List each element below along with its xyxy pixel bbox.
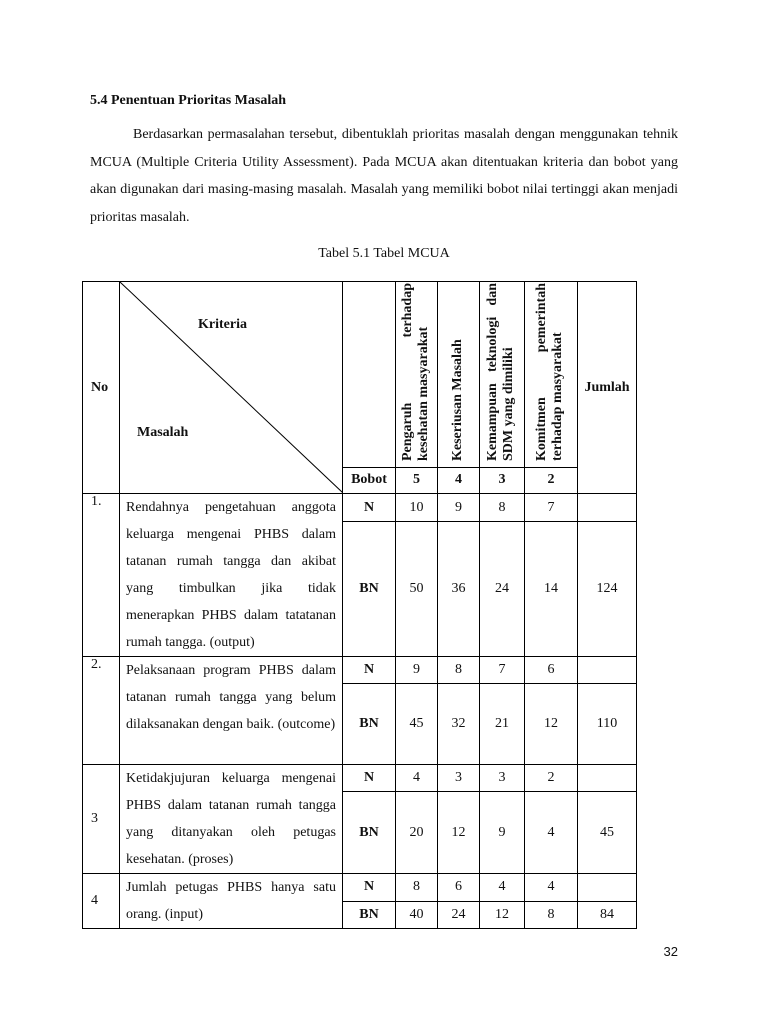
n-value: 4 [396, 765, 438, 792]
weight-2: 4 [438, 467, 480, 493]
n-value: 7 [525, 494, 578, 522]
header-blank [343, 282, 396, 468]
header-no: No [83, 282, 120, 494]
n-label: N [343, 657, 396, 684]
n-value: 7 [480, 657, 525, 684]
n-value: 8 [396, 874, 438, 902]
row-no: 3 [83, 765, 120, 874]
mcua-table [82, 281, 637, 929]
row-no: 2. [83, 657, 120, 765]
header-criterion-2: Keseriusan Masalah [438, 282, 480, 468]
jumlah-value: 45 [578, 792, 637, 874]
bn-value: 21 [480, 684, 525, 765]
row-masalah: Ketidakjujuran keluarga mengenai PHBS dalam tatanan rumah tangga yang ditanyakan oleh petugas kesehatan. (proses) [120, 765, 343, 874]
jumlah-blank [578, 765, 637, 792]
bn-label: BN [343, 901, 396, 929]
n-value: 3 [480, 765, 525, 792]
n-label: N [343, 874, 396, 902]
header-criterion-4: Komitmen pemerintah terhadap masyarakat [525, 282, 578, 468]
jumlah-value: 84 [578, 901, 637, 929]
bn-label: BN [343, 792, 396, 874]
bobot-label: Bobot [343, 467, 396, 493]
header-kriteria: Kriteria [198, 317, 247, 332]
bn-value: 8 [525, 901, 578, 929]
header-criterion-3: Kemampuan teknologi dan SDM yang dimiliki [480, 282, 525, 468]
weight-4: 2 [525, 467, 578, 493]
n-value: 2 [525, 765, 578, 792]
n-label: N [343, 494, 396, 522]
bn-value: 12 [438, 792, 480, 874]
bn-value: 40 [396, 901, 438, 929]
row-no: 1. [83, 494, 120, 657]
intro-paragraph: Berdasarkan permasalahan tersebut, dibentuklah prioritas masalah dengan menggunakan tehnik MCUA (Multiple Criteria Utility Assessment). Pada MCUA akan ditentuakan kriteria dan bobot yang akan digunakan dari masing-masing masalah. Masalah yang memiliki bobot nilai tertinggi akan menjadi prioritas masalah. [90, 127, 678, 225]
n-value: 8 [480, 494, 525, 522]
bn-value: 12 [525, 684, 578, 765]
n-value: 6 [438, 874, 480, 902]
jumlah-value: 110 [578, 684, 637, 765]
n-value: 9 [438, 494, 480, 522]
bn-value: 45 [396, 684, 438, 765]
jumlah-blank [578, 657, 637, 684]
n-value: 9 [396, 657, 438, 684]
n-value: 3 [438, 765, 480, 792]
jumlah-value: 124 [578, 522, 637, 657]
bn-value: 24 [480, 522, 525, 657]
page-number: 32 [663, 944, 678, 959]
header-jumlah: Jumlah [578, 282, 637, 494]
weight-1: 5 [396, 467, 438, 493]
row-masalah: Rendahnya pengetahuan anggota keluarga mengenai PHBS dalam tatanan rumah tangga dan akibat yang timbulkan jika tidak menerapkan PHBS dalam tatatanan rumah tangga. (output) [120, 494, 343, 657]
bn-label: BN [343, 522, 396, 657]
section-heading: 5.4 Penentuan Prioritas Masalah [90, 93, 286, 108]
bn-label: BN [343, 684, 396, 765]
header-masalah: Masalah [137, 425, 189, 440]
jumlah-blank [578, 494, 637, 522]
header-criterion-1: Pengaruh terhadap kesehatan masyarakat [396, 282, 438, 468]
header-diagonal-cell [120, 282, 343, 494]
jumlah-blank [578, 874, 637, 902]
bn-value: 32 [438, 684, 480, 765]
bn-value: 36 [438, 522, 480, 657]
n-value: 6 [525, 657, 578, 684]
row-no: 4 [83, 874, 120, 929]
bn-value: 50 [396, 522, 438, 657]
row-masalah: Jumlah petugas PHBS hanya satu orang. (input) [120, 874, 343, 929]
table-row [83, 874, 637, 902]
bn-value: 12 [480, 901, 525, 929]
bn-value: 14 [525, 522, 578, 657]
table-row [83, 657, 637, 684]
n-value: 4 [480, 874, 525, 902]
header-row [83, 282, 637, 468]
diagonal-line [120, 282, 343, 493]
row-masalah: Pelaksanaan program PHBS dalam tatanan rumah tangga yang belum dilaksanakan dengan baik. (outcome) [120, 657, 343, 765]
bn-value: 4 [525, 792, 578, 874]
weight-3: 3 [480, 467, 525, 493]
table-row [83, 765, 637, 792]
n-label: N [343, 765, 396, 792]
n-value: 4 [525, 874, 578, 902]
table-row [83, 494, 637, 522]
n-value: 8 [438, 657, 480, 684]
n-value: 10 [396, 494, 438, 522]
table-caption: Tabel 5.1 Tabel MCUA [318, 246, 450, 261]
bn-value: 20 [396, 792, 438, 874]
bn-value: 9 [480, 792, 525, 874]
bn-value: 24 [438, 901, 480, 929]
